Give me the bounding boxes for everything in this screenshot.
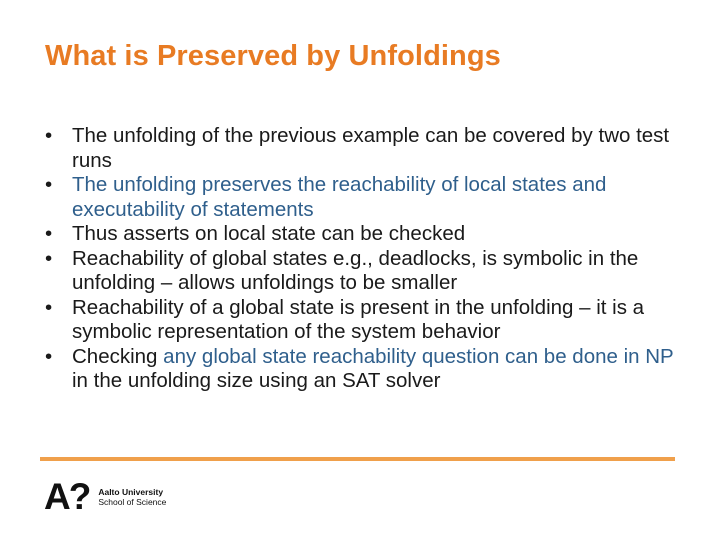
aalto-logo-mark: A? <box>44 476 90 517</box>
logo-university: Aalto University <box>98 486 164 497</box>
bullet-text-highlight: any global state reachability question can be done in NP <box>163 344 674 368</box>
logo-text <box>98 487 166 508</box>
bullet-text-highlight: The unfolding preserves the reachability of local states and executability of statements <box>72 173 607 221</box>
bullet-item <box>45 173 685 222</box>
bullet-text: in the unfolding size using an SAT solver <box>72 369 441 392</box>
bullet-text: Reachability of global states e.g., deadlocks, is symbolic in the unfolding – allows unfoldings to be smaller <box>72 246 639 294</box>
bullet-item <box>45 296 685 345</box>
bullet-text: Reachability of a global state is present in the unfolding – it is a symbolic representation of the system behavior <box>72 295 645 343</box>
slide-title: What is Preserved by Unfoldings <box>45 40 501 72</box>
bullet-item <box>45 222 685 247</box>
bullet-item <box>45 345 685 394</box>
bullet-text: Checking <box>72 344 164 368</box>
bullet-text: Thus asserts on local state can be checked <box>72 222 466 245</box>
bullet-item <box>45 247 685 296</box>
bullet-list <box>45 124 685 394</box>
footer-divider <box>40 457 675 461</box>
bullet-text: The unfolding of the previous example can be covered by two test runs <box>72 124 670 172</box>
aalto-logo <box>44 476 167 517</box>
logo-school: School of Science <box>98 497 167 507</box>
bullet-item <box>45 124 685 173</box>
